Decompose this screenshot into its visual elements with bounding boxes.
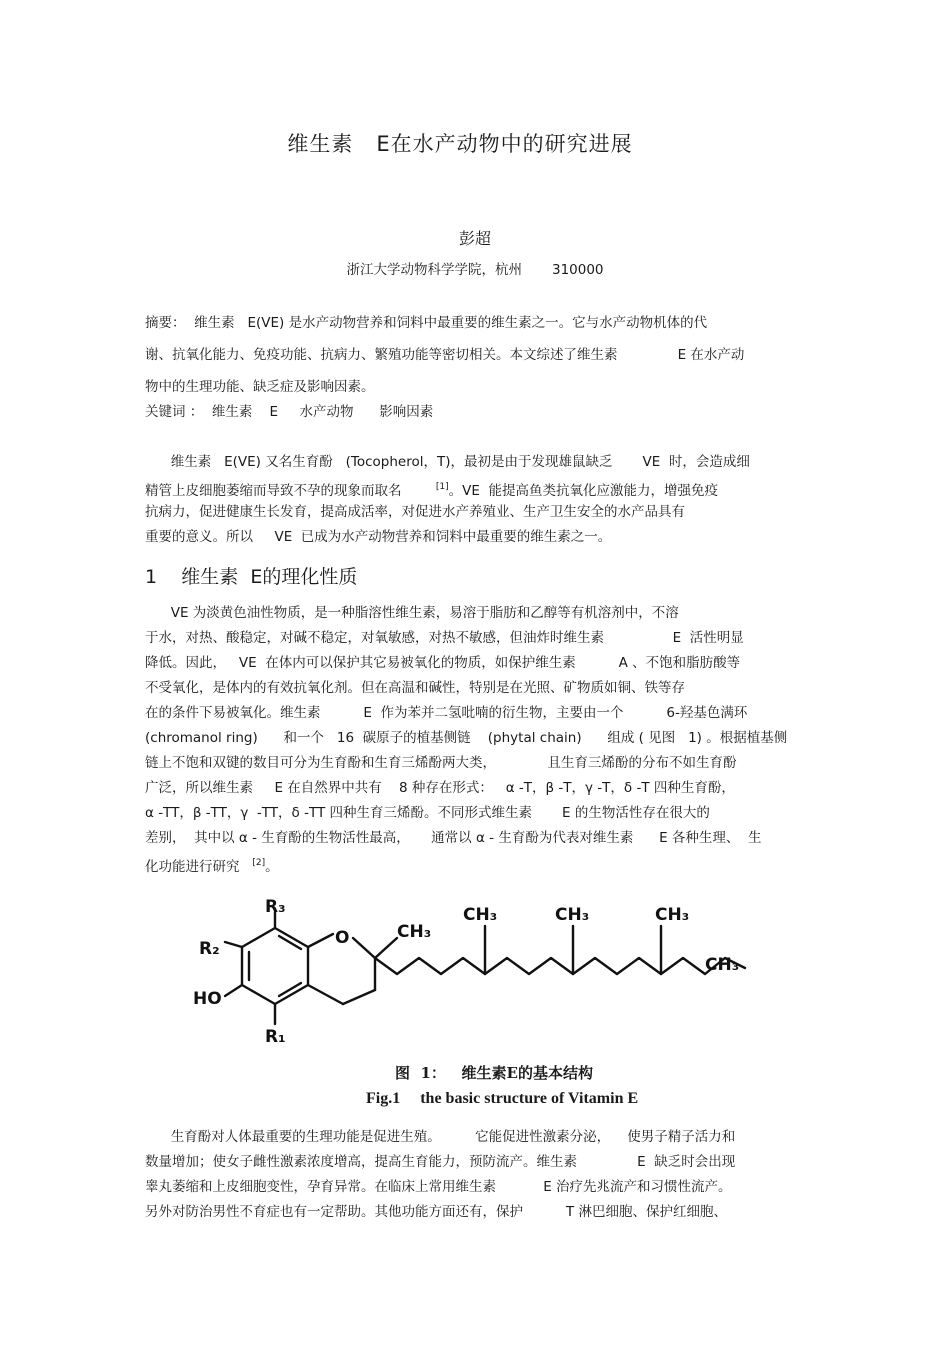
benzene-ring [242, 928, 308, 1004]
vitamin-e-structure-figure [185, 890, 765, 1120]
body-line: α -TT，β -TT，γ -TT，δ -TT 四种生育三烯酚。不同形式维生素 E 的生物活性存在很大的 [145, 805, 710, 821]
abstract-line: 谢、抗氧化能力、免疫功能、抗病力、繁殖功能等密切相关。本文综述了维生素 E 在水产动 [145, 347, 745, 363]
citation-ref: [1] [435, 482, 449, 492]
ch3-label: CH₃ [463, 905, 498, 925]
abstract-line: 物中的生理功能、缺乏症及影响因素。 [145, 379, 375, 395]
body-line: 生育酚对人体最重要的生理功能是促进生殖。 它能促进性激素分泌， 使男子精子活力和 [145, 1129, 736, 1145]
citation-ref: [2] [252, 858, 266, 868]
keywords: 关键词 ： 维生素 E 水产动物 影响因素 [145, 404, 434, 420]
body-line: 维生素 E(VE) 又名生育酚 (Tocopherol，T)，最初是由于发现雄鼠缺乏 VE 时，会造成细 [145, 454, 750, 470]
r1-label: R₁ [265, 1027, 286, 1047]
body-line: 差别， 其中以 α - 生育酚的生物活性最高， 通常以 α - 生育酚为代表对维生素 E 各种生理、 生 [145, 830, 762, 846]
body-line: 链上不饱和双键的数目可分为生育酚和生育三烯酚两大类， 且生育三烯酚的分布不如生育酚 [145, 755, 737, 771]
abstract-line: 摘要： 维生素 E(VE) 是水产动物营养和饲料中最重要的维生素之一。它与水产动物机体的代 [145, 315, 708, 331]
body-line: 在的条件下易被氧化。维生素 E 作为苯并二氢吡喃的衍生物，主要由一个 6-羟基色满环 [145, 705, 748, 721]
body-line: 广泛，所以维生素 E 在自然界中共有 8 种存在形式： α -T，β -T，γ -T，δ -T 四种生育酚， [145, 780, 735, 796]
body-text: 。VE 能提高鱼类抗氧化应激能力，增强免疫 [448, 483, 718, 499]
body-text: 化功能进行研究 [145, 859, 253, 875]
body-line: 数量增加；使女子雌性激素浓度增高，提高生育能力，预防流产。维生素 E 缺乏时会出现 [145, 1154, 736, 1170]
body-text: 精管上皮细胞萎缩而导致不孕的现象而取名 [145, 483, 436, 499]
r3-label: R₃ [265, 897, 286, 917]
figure-caption-en: Fig.1 the basic structure of Vitamin E [366, 1090, 639, 1107]
ch3-label: CH₃ [705, 955, 740, 975]
ch3-label: CH₃ [397, 922, 432, 942]
author-affiliation: 浙江大学动物科学学院，杭州 310000 [346, 262, 604, 278]
ch3-label: CH₃ [555, 905, 590, 925]
body-line: VE 为淡黄色油性物质，是一种脂溶性维生素，易溶于脂肪和乙醇等有机溶剂中，不溶 [145, 605, 679, 621]
phytyl-chain [375, 958, 745, 974]
body-line [145, 478, 718, 500]
author-name: 彭超 [458, 229, 491, 248]
ch3-label: CH₃ [655, 905, 690, 925]
paper-title: 维生素 E在水产动物中的研究进展 [287, 132, 633, 156]
body-line: (chromanol ring) 和一个 16 碳原子的植基侧链 (phytal chain) 组成 ( 见图 1) 。根据植基侧 [145, 730, 788, 746]
body-line: 不受氧化，是体内的有效抗氧化剂。但在高温和碱性，特别是在光照、矿物质如铜、铁等存 [145, 680, 685, 696]
body-line: 抗病力，促进健康生长发育，提高成活率，对促进水产养殖业、生产卫生安全的水产品具有 [145, 504, 685, 520]
body-line: 睾丸萎缩和上皮细胞变性，孕育异常。在临床上常用维生素 E 治疗先兆流产和习惯性流产。 [145, 1179, 732, 1195]
body-line: 于水，对热、酸稳定，对碱不稳定，对氧敏感，对热不敏感，但油炸时维生素 E 活性明显 [145, 630, 744, 646]
figure-caption-cn: 图 1： 维生素E的基本结构 [395, 1064, 593, 1082]
body-text: 。 [265, 859, 279, 875]
body-line: 另外对防治男性不育症也有一定帮助。其他功能方面还有，保护 T 淋巴细胞、保护红细胞、 [145, 1204, 727, 1220]
body-line [145, 854, 279, 876]
pyran-ring [308, 934, 333, 947]
o-label: O [335, 928, 350, 948]
body-line: 重要的意义。所以 VE 已成为水产动物营养和饲料中最重要的维生素之一。 [145, 529, 612, 545]
ho-label: HO [193, 989, 222, 1009]
body-line: 降低。因此， VE 在体内可以保护其它易被氧化的物质，如保护维生素 A 、不饱和脂肪酸等 [145, 655, 741, 671]
section-heading: 1 维生素 E的理化性质 [145, 566, 358, 588]
r2-label: R₂ [199, 939, 220, 959]
